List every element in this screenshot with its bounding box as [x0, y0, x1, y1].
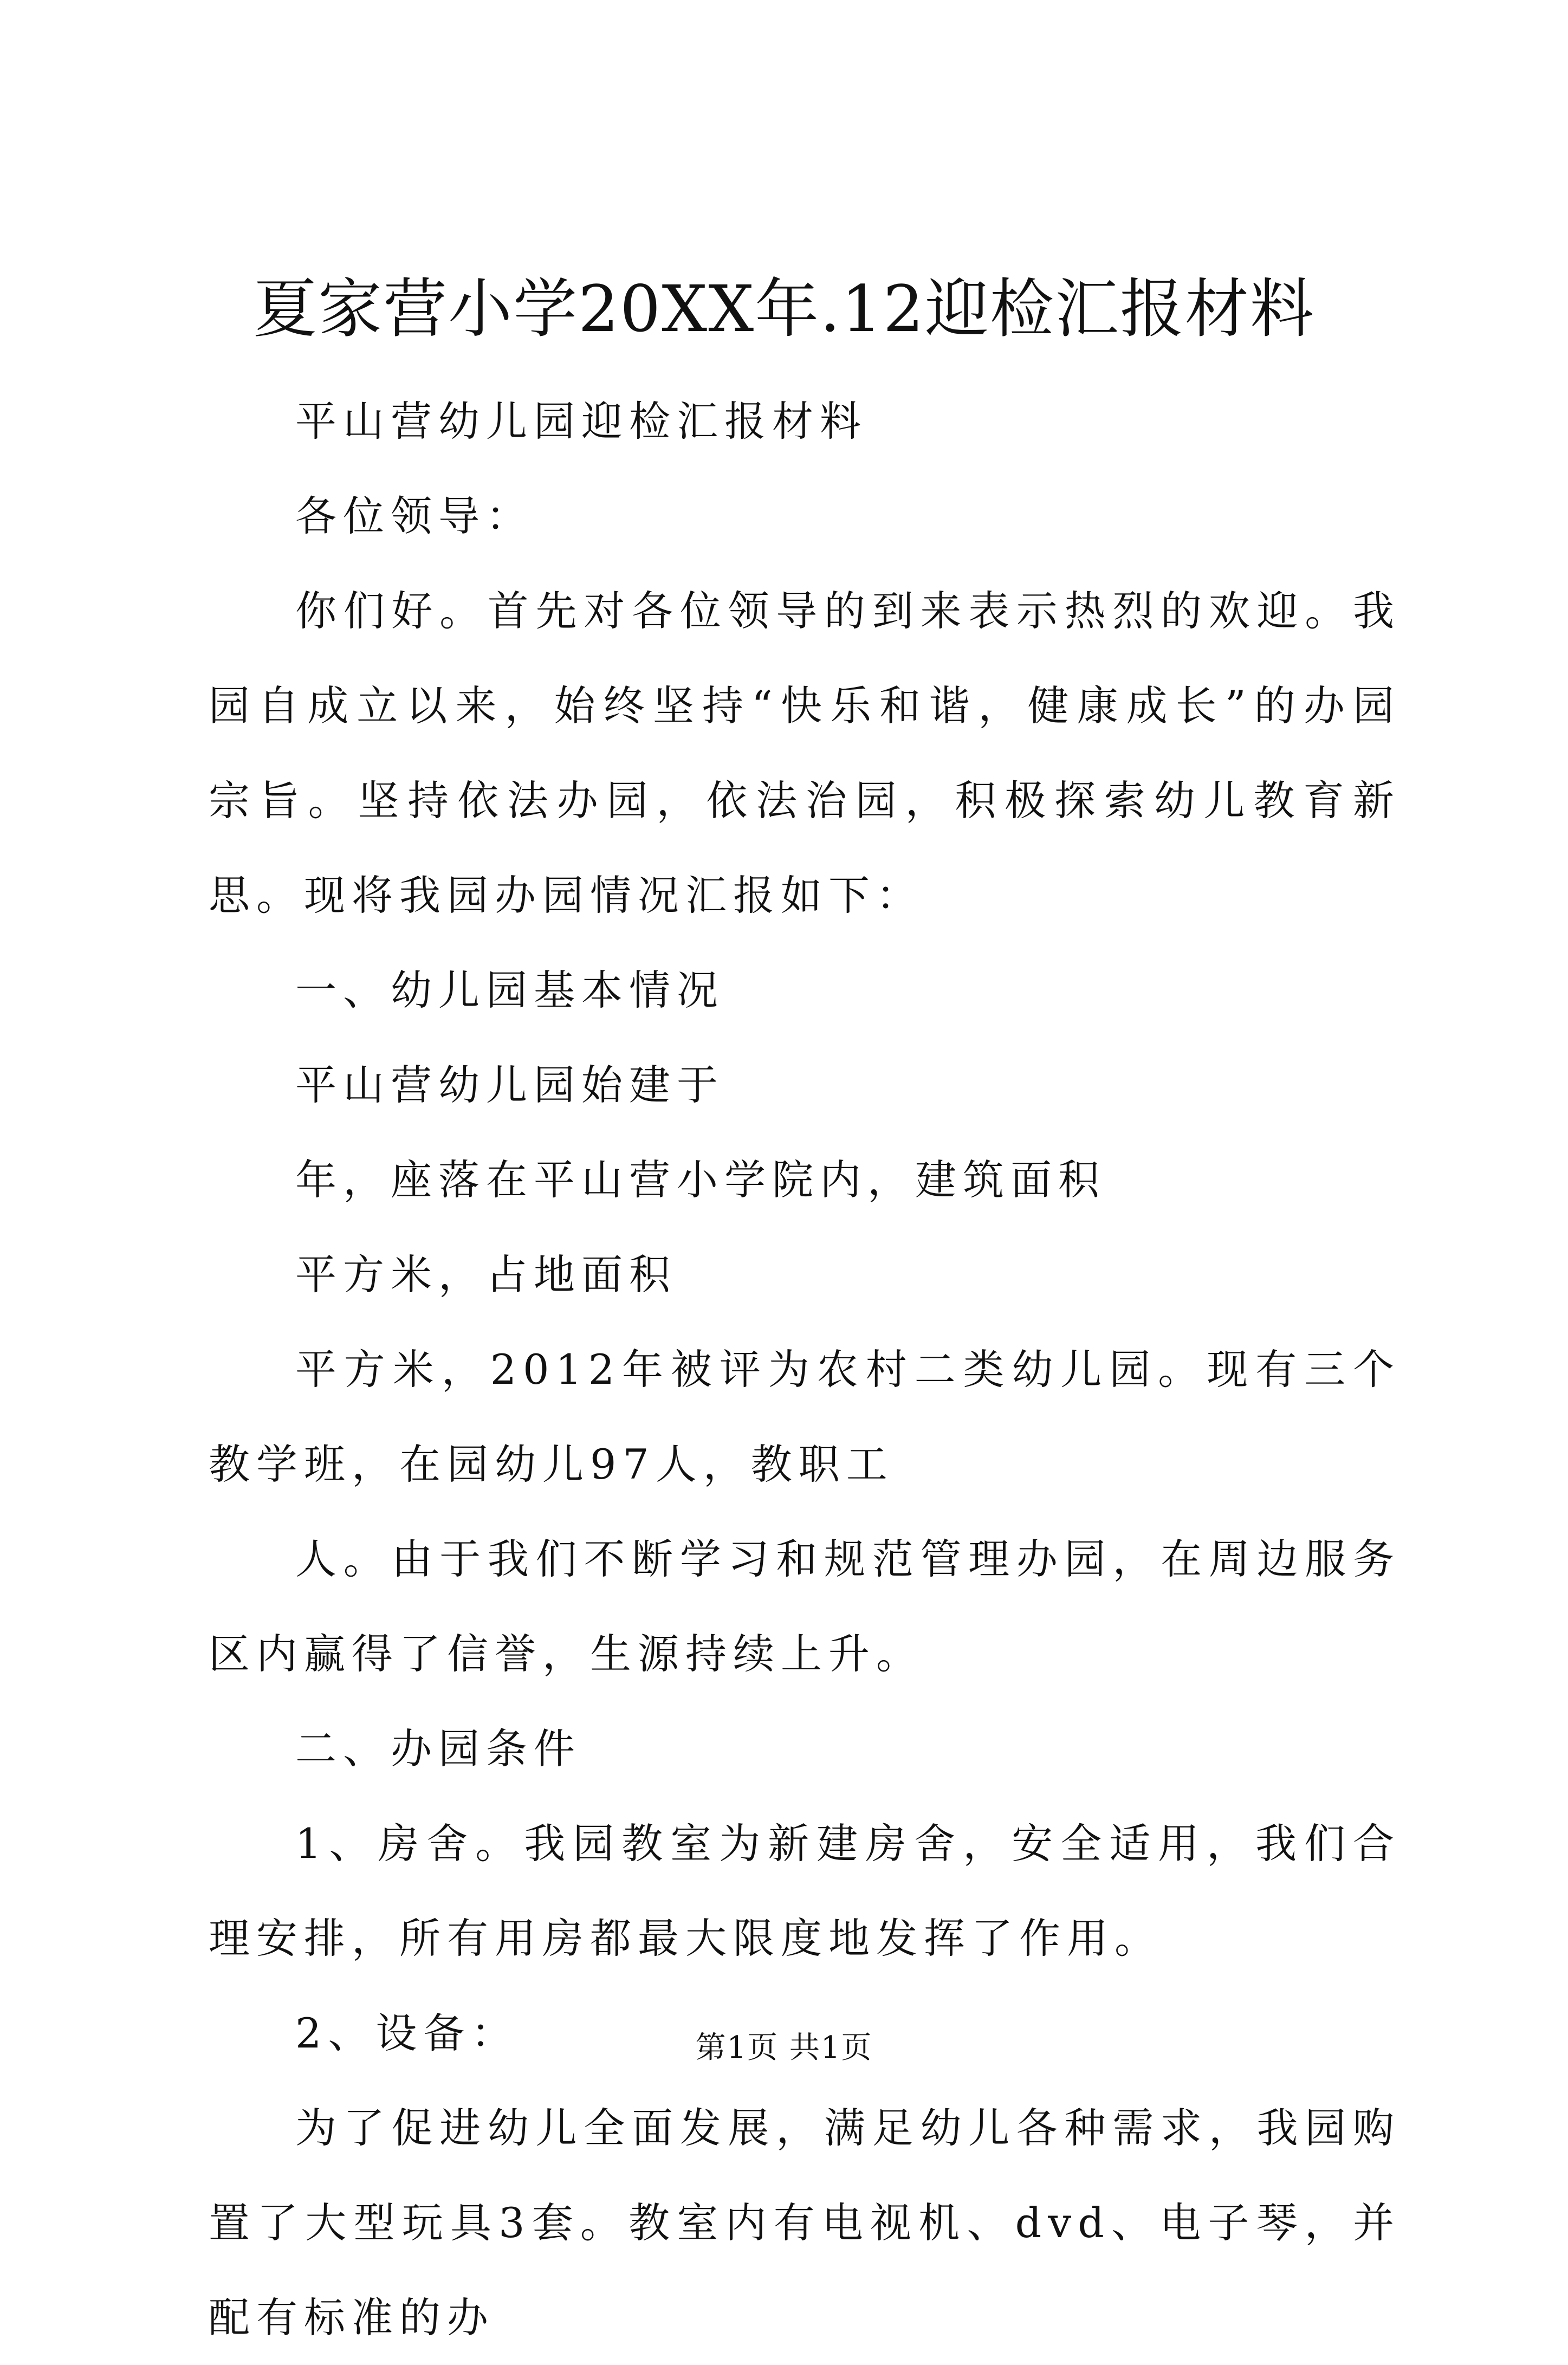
salutation-paragraph: 各位领导：	[295, 492, 534, 540]
body-paragraph: 年，座落在平山营小学院内，建筑面积	[295, 1156, 1106, 1204]
body-paragraph: 平方米，占地面积	[295, 1250, 677, 1299]
body-paragraph: 人。由于我们不断学习和规范管理办园，在周边服务区内赢得了信誉，生源持续上升。	[209, 1535, 1401, 1678]
subtitle-paragraph: 平山营幼儿园迎检汇报材料	[295, 397, 867, 445]
body-paragraph: 为了促进幼儿全面发展，满足幼儿各种需求，我园购置了大型玩具3套。教室内有电视机、dvd、电子琴，并配有标准的办	[209, 2104, 1401, 2342]
body-paragraph: 平方米，2012年被评为农村二类幼儿园。现有三个教学班，在园幼儿97人，教职工	[209, 1345, 1401, 1488]
body-paragraph: 平山营幼儿园始建于	[295, 1061, 724, 1109]
body-paragraph: 2、设备：	[295, 2009, 519, 2057]
section-heading-basic-info: 一、幼儿园基本情况	[295, 966, 724, 1014]
intro-paragraph: 你们好。首先对各位领导的到来表示热烈的欢迎。我园自成立以来，始终坚持“快乐和谐，健康成长”的办园宗旨。坚持依法办园，依法治园，积极探索幼儿教育新思。现将我园办园情况汇报如下：	[209, 587, 1401, 919]
page-footer: 第1页 共1页	[695, 2030, 873, 2065]
body-paragraph: 1、房舍。我园教室为新建房舍，安全适用，我们合理安排，所有用房都最大限度地发挥了作用。	[209, 1819, 1401, 1962]
document-title: 夏家营小学20XX年.12迎检汇报材料	[253, 271, 1315, 346]
section-heading-conditions: 二、办园条件	[295, 1725, 581, 1773]
